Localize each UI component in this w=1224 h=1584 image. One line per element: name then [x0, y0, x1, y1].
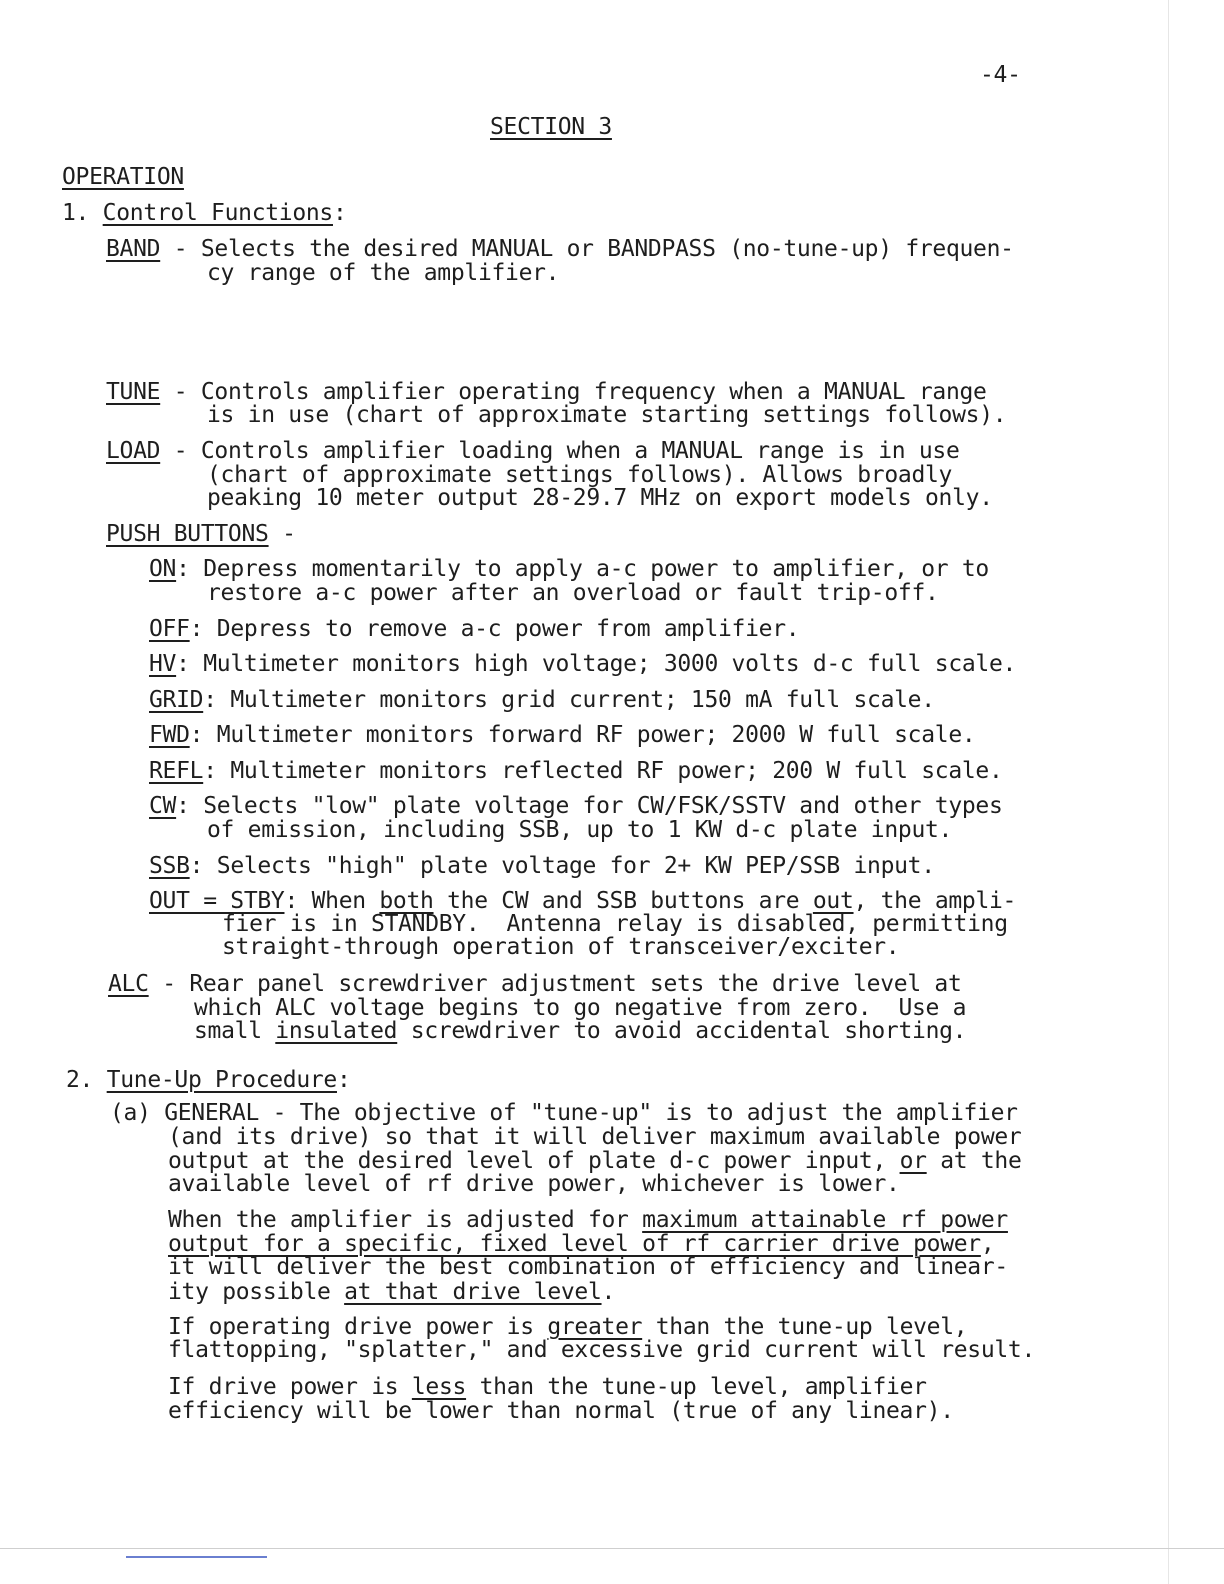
- separator: :: [176, 556, 204, 582]
- scan-right-edge: [1168, 0, 1169, 1584]
- ssb-line-1: Selects "high" plate voltage for 2+ KW PEP/SSB input.: [216, 853, 935, 879]
- alc-term: ALC: [108, 971, 149, 997]
- adjust-text: ity possible: [168, 1279, 345, 1305]
- on-term: ON: [149, 556, 177, 582]
- load-line-3: peaking 10 meter output 28-29.7 MHz on export models only.: [207, 485, 993, 511]
- band-entry: [106, 237, 1014, 261]
- band-term: BAND: [106, 236, 161, 262]
- load-line-2: (chart of approximate settings follows). Allows broadly: [207, 462, 953, 488]
- greater-text: If operating drive power is: [168, 1314, 548, 1340]
- hv-term: HV: [149, 651, 177, 677]
- stby-entry: [149, 889, 1016, 913]
- hv-line-1: Multimeter monitors high voltage; 3000 volts d-c full scale.: [203, 651, 1017, 677]
- adjust-para-line-4: [168, 1280, 615, 1304]
- hv-entry: [149, 652, 1016, 676]
- refl-term: REFL: [149, 758, 204, 784]
- on-line-2: restore a-c power after an overload or fault trip-off.: [207, 580, 939, 606]
- off-line-1: Depress to remove a-c power from amplifier.: [216, 616, 800, 642]
- less-text: If drive power is: [168, 1374, 412, 1400]
- adjust-text: ,: [980, 1231, 995, 1257]
- cw-term: CW: [149, 793, 177, 819]
- bottom-mark: [126, 1556, 267, 1558]
- section-number: 1.: [62, 200, 90, 226]
- general-para-line-4: available level of rf drive power, whichever is lower.: [168, 1171, 900, 1197]
- on-entry: [149, 557, 989, 581]
- separator: -: [148, 971, 190, 997]
- control-functions-heading: [62, 201, 347, 225]
- general-para-line-2: (and its drive) so that it will deliver maximum available power: [168, 1124, 1022, 1150]
- section-title: SECTION 3: [490, 114, 612, 140]
- tune-entry: [106, 380, 987, 404]
- alc-emphasis-insulated: insulated: [275, 1018, 398, 1044]
- ssb-entry: [149, 854, 935, 878]
- emphasis-greater: greater: [547, 1314, 643, 1340]
- cw-line-2: of emission, including SSB, up to 1 KW d-c plate input.: [207, 817, 953, 843]
- adjust-text: .: [601, 1279, 616, 1305]
- push-buttons-heading: [106, 522, 296, 546]
- emphasis-fixed-drive: output for a specific, fixed level of rf carrier drive power: [168, 1231, 981, 1257]
- less-text: than the tune-up level, amplifier: [466, 1374, 927, 1400]
- page-number: -4-: [980, 62, 1021, 88]
- subsection-title: Control Functions: [102, 200, 333, 226]
- band-line-1: Selects the desired MANUAL or BANDPASS (no-tune-up) frequen-: [200, 236, 1014, 262]
- adjust-para-line-3: it will deliver the best combination of efficiency and linear-: [168, 1254, 1008, 1280]
- separator: :: [189, 722, 217, 748]
- emphasis-less: less: [411, 1374, 467, 1400]
- separator: :: [176, 651, 204, 677]
- separator: :: [189, 853, 217, 879]
- general-text: at the: [926, 1148, 1022, 1174]
- alc-line-3: [194, 1019, 966, 1043]
- stby-text: the CW and SSB buttons are: [433, 888, 813, 914]
- separator: :: [189, 616, 217, 642]
- operation-heading: OPERATION: [62, 164, 184, 190]
- cw-entry: [149, 794, 1003, 818]
- greater-para-line-2: flattopping, "splatter," and excessive grid current will result.: [168, 1337, 1036, 1363]
- load-line-1: Controls amplifier loading when a MANUAL range is in use: [200, 438, 960, 464]
- separator: :: [284, 888, 312, 914]
- stby-emphasis-out: out: [812, 888, 854, 914]
- off-entry: [149, 617, 799, 641]
- alc-text: small: [194, 1018, 276, 1044]
- band-line-2: cy range of the amplifier.: [207, 260, 560, 286]
- greater-para-line-1: [168, 1315, 967, 1339]
- grid-term: GRID: [149, 687, 204, 713]
- push-buttons-term: PUSH BUTTONS: [106, 521, 269, 547]
- item-label: (a): [110, 1100, 165, 1126]
- adjust-para-line-2: [168, 1232, 994, 1256]
- alc-line-2: which ALC voltage begins to go negative from zero. Use a: [194, 995, 967, 1021]
- general-para-line-3: [168, 1149, 1022, 1173]
- section-number: 2.: [66, 1067, 94, 1093]
- grid-line-1: Multimeter monitors grid current; 150 mA full scale.: [230, 687, 935, 713]
- separator: :: [203, 758, 231, 784]
- off-term: OFF: [149, 616, 190, 642]
- bottom-rule: [0, 1548, 1224, 1549]
- separator: -: [160, 236, 201, 262]
- colon: :: [332, 200, 347, 226]
- alc-line-1: Rear panel screwdriver adjustment sets the drive level at: [189, 971, 962, 997]
- tune-up-heading: [66, 1068, 351, 1092]
- stby-text: , the ampli-: [853, 888, 1017, 914]
- adjust-text: When the amplifier is adjusted for: [168, 1207, 643, 1233]
- separator: :: [203, 687, 231, 713]
- refl-entry: [149, 759, 1003, 783]
- ssb-term: SSB: [149, 853, 190, 879]
- separator: -: [160, 438, 201, 464]
- adjust-para-line-1: [168, 1208, 1008, 1232]
- separator: -: [268, 521, 296, 547]
- emphasis-drive-level: at that drive level: [344, 1279, 602, 1305]
- tune-term: TUNE: [106, 379, 161, 405]
- stby-line-2: fier is in STANDBY. Antenna relay is disabled, permitting: [222, 911, 1008, 937]
- tune-line-1: Controls amplifier operating frequency when a MANUAL range: [200, 379, 987, 405]
- fwd-entry: [149, 723, 975, 747]
- separator: -: [160, 379, 201, 405]
- fwd-line-1: Multimeter monitors forward RF power; 2000 W full scale.: [216, 722, 976, 748]
- separator: :: [176, 793, 204, 819]
- alc-entry: [108, 972, 962, 996]
- stby-emphasis-both: both: [379, 888, 434, 914]
- emphasis-max-power: maximum attainable rf power: [642, 1207, 1008, 1233]
- grid-entry: [149, 688, 935, 712]
- stby-text: When: [311, 888, 380, 914]
- on-line-1: Depress momentarily to apply a-c power to amplifier, or to: [203, 556, 989, 582]
- tune-line-2: is in use (chart of approximate starting settings follows).: [207, 402, 1007, 428]
- cw-line-1: Selects "low" plate voltage for CW/FSK/SSTV and other types: [203, 793, 1003, 819]
- less-para-line-1: [168, 1375, 927, 1399]
- general-para-line-1: [110, 1101, 1018, 1125]
- colon: :: [336, 1067, 351, 1093]
- stby-term: OUT = STBY: [149, 888, 285, 914]
- greater-text: than the tune-up level,: [642, 1314, 968, 1340]
- general-text: GENERAL - The objective of "tune-up" is to adjust the amplifier: [164, 1100, 1018, 1126]
- fwd-term: FWD: [149, 722, 190, 748]
- load-term: LOAD: [106, 438, 161, 464]
- less-para-line-2: efficiency will be lower than normal (true of any linear).: [168, 1398, 954, 1424]
- refl-line-1: Multimeter monitors reflected RF power; 200 W full scale.: [230, 758, 1003, 784]
- stby-line-3: straight-through operation of transceiver/exciter.: [222, 934, 900, 960]
- alc-text: screwdriver to avoid accidental shorting.: [397, 1018, 967, 1044]
- subsection-title: Tune-Up Procedure: [106, 1067, 337, 1093]
- load-entry: [106, 439, 960, 463]
- general-text: output at the desired level of plate d-c power input,: [168, 1148, 900, 1174]
- emphasis-or: or: [899, 1148, 927, 1174]
